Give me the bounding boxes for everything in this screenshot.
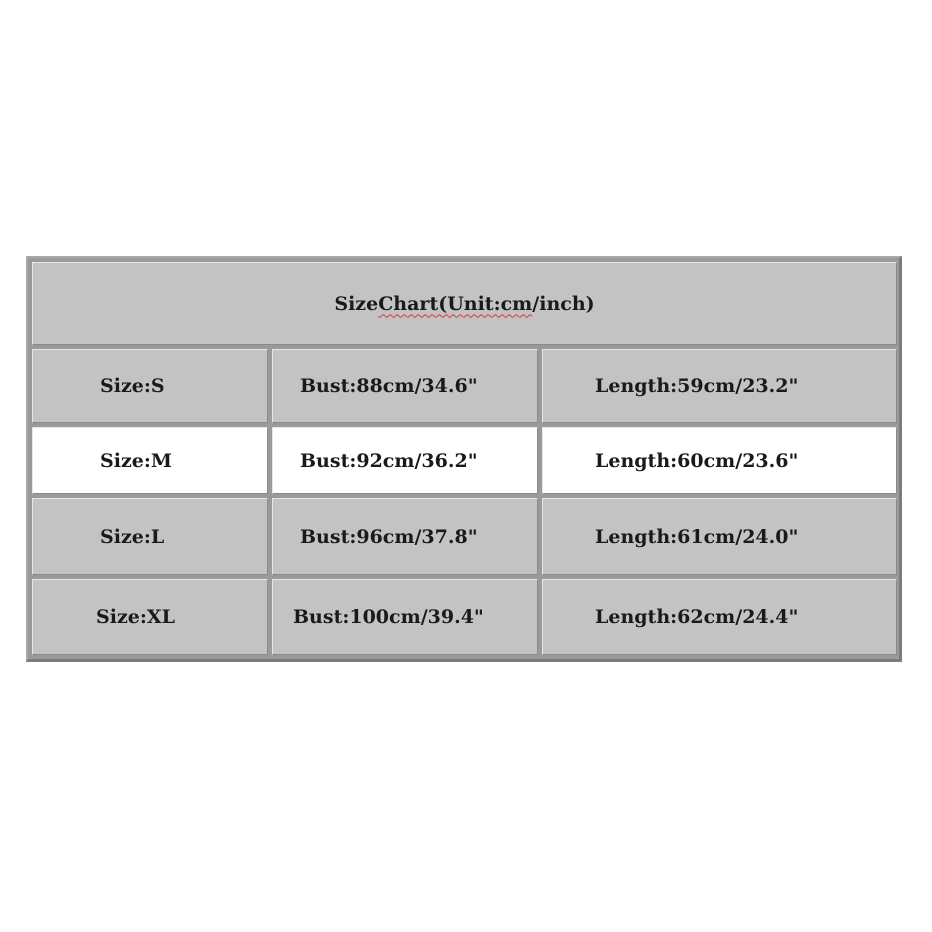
table-row-s-length [542, 349, 897, 423]
title-prefix: Size [334, 292, 379, 315]
table-row-m-length [542, 427, 897, 494]
size-chart-table [26, 256, 902, 662]
length-value: Length:59cm/23.2" [595, 375, 799, 397]
table-row-m-bust [272, 427, 538, 494]
size-label: Size:M [100, 449, 172, 472]
table-row-m-size [32, 427, 268, 494]
bust-value: Bust:92cm/36.2" [300, 449, 478, 472]
table-row-xl-size [32, 579, 268, 655]
table-row-l-length [542, 498, 897, 575]
bust-value: Bust:88cm/34.6" [300, 375, 478, 397]
table-row-l-size [32, 498, 268, 575]
table-row-s-bust [272, 349, 538, 423]
size-label: Size:L [100, 525, 165, 548]
bust-value: Bust:100cm/39.4" [293, 606, 484, 628]
title-underlined-text: Chart(Unit:cm [378, 292, 533, 315]
length-value: Length:62cm/24.4" [595, 606, 799, 628]
table-row-xl-bust [272, 579, 538, 655]
table-row-xl-length [542, 579, 897, 655]
length-value: Length:60cm/23.6" [595, 449, 799, 472]
size-label: Size:S [100, 375, 165, 397]
length-value: Length:61cm/24.0" [595, 525, 799, 548]
bust-value: Bust:96cm/37.8" [300, 525, 478, 548]
table-row-l-bust [272, 498, 538, 575]
table-row-s-size [32, 349, 268, 423]
table-title [32, 262, 897, 345]
title-suffix: /inch) [532, 292, 595, 315]
size-label: Size:XL [96, 606, 175, 628]
